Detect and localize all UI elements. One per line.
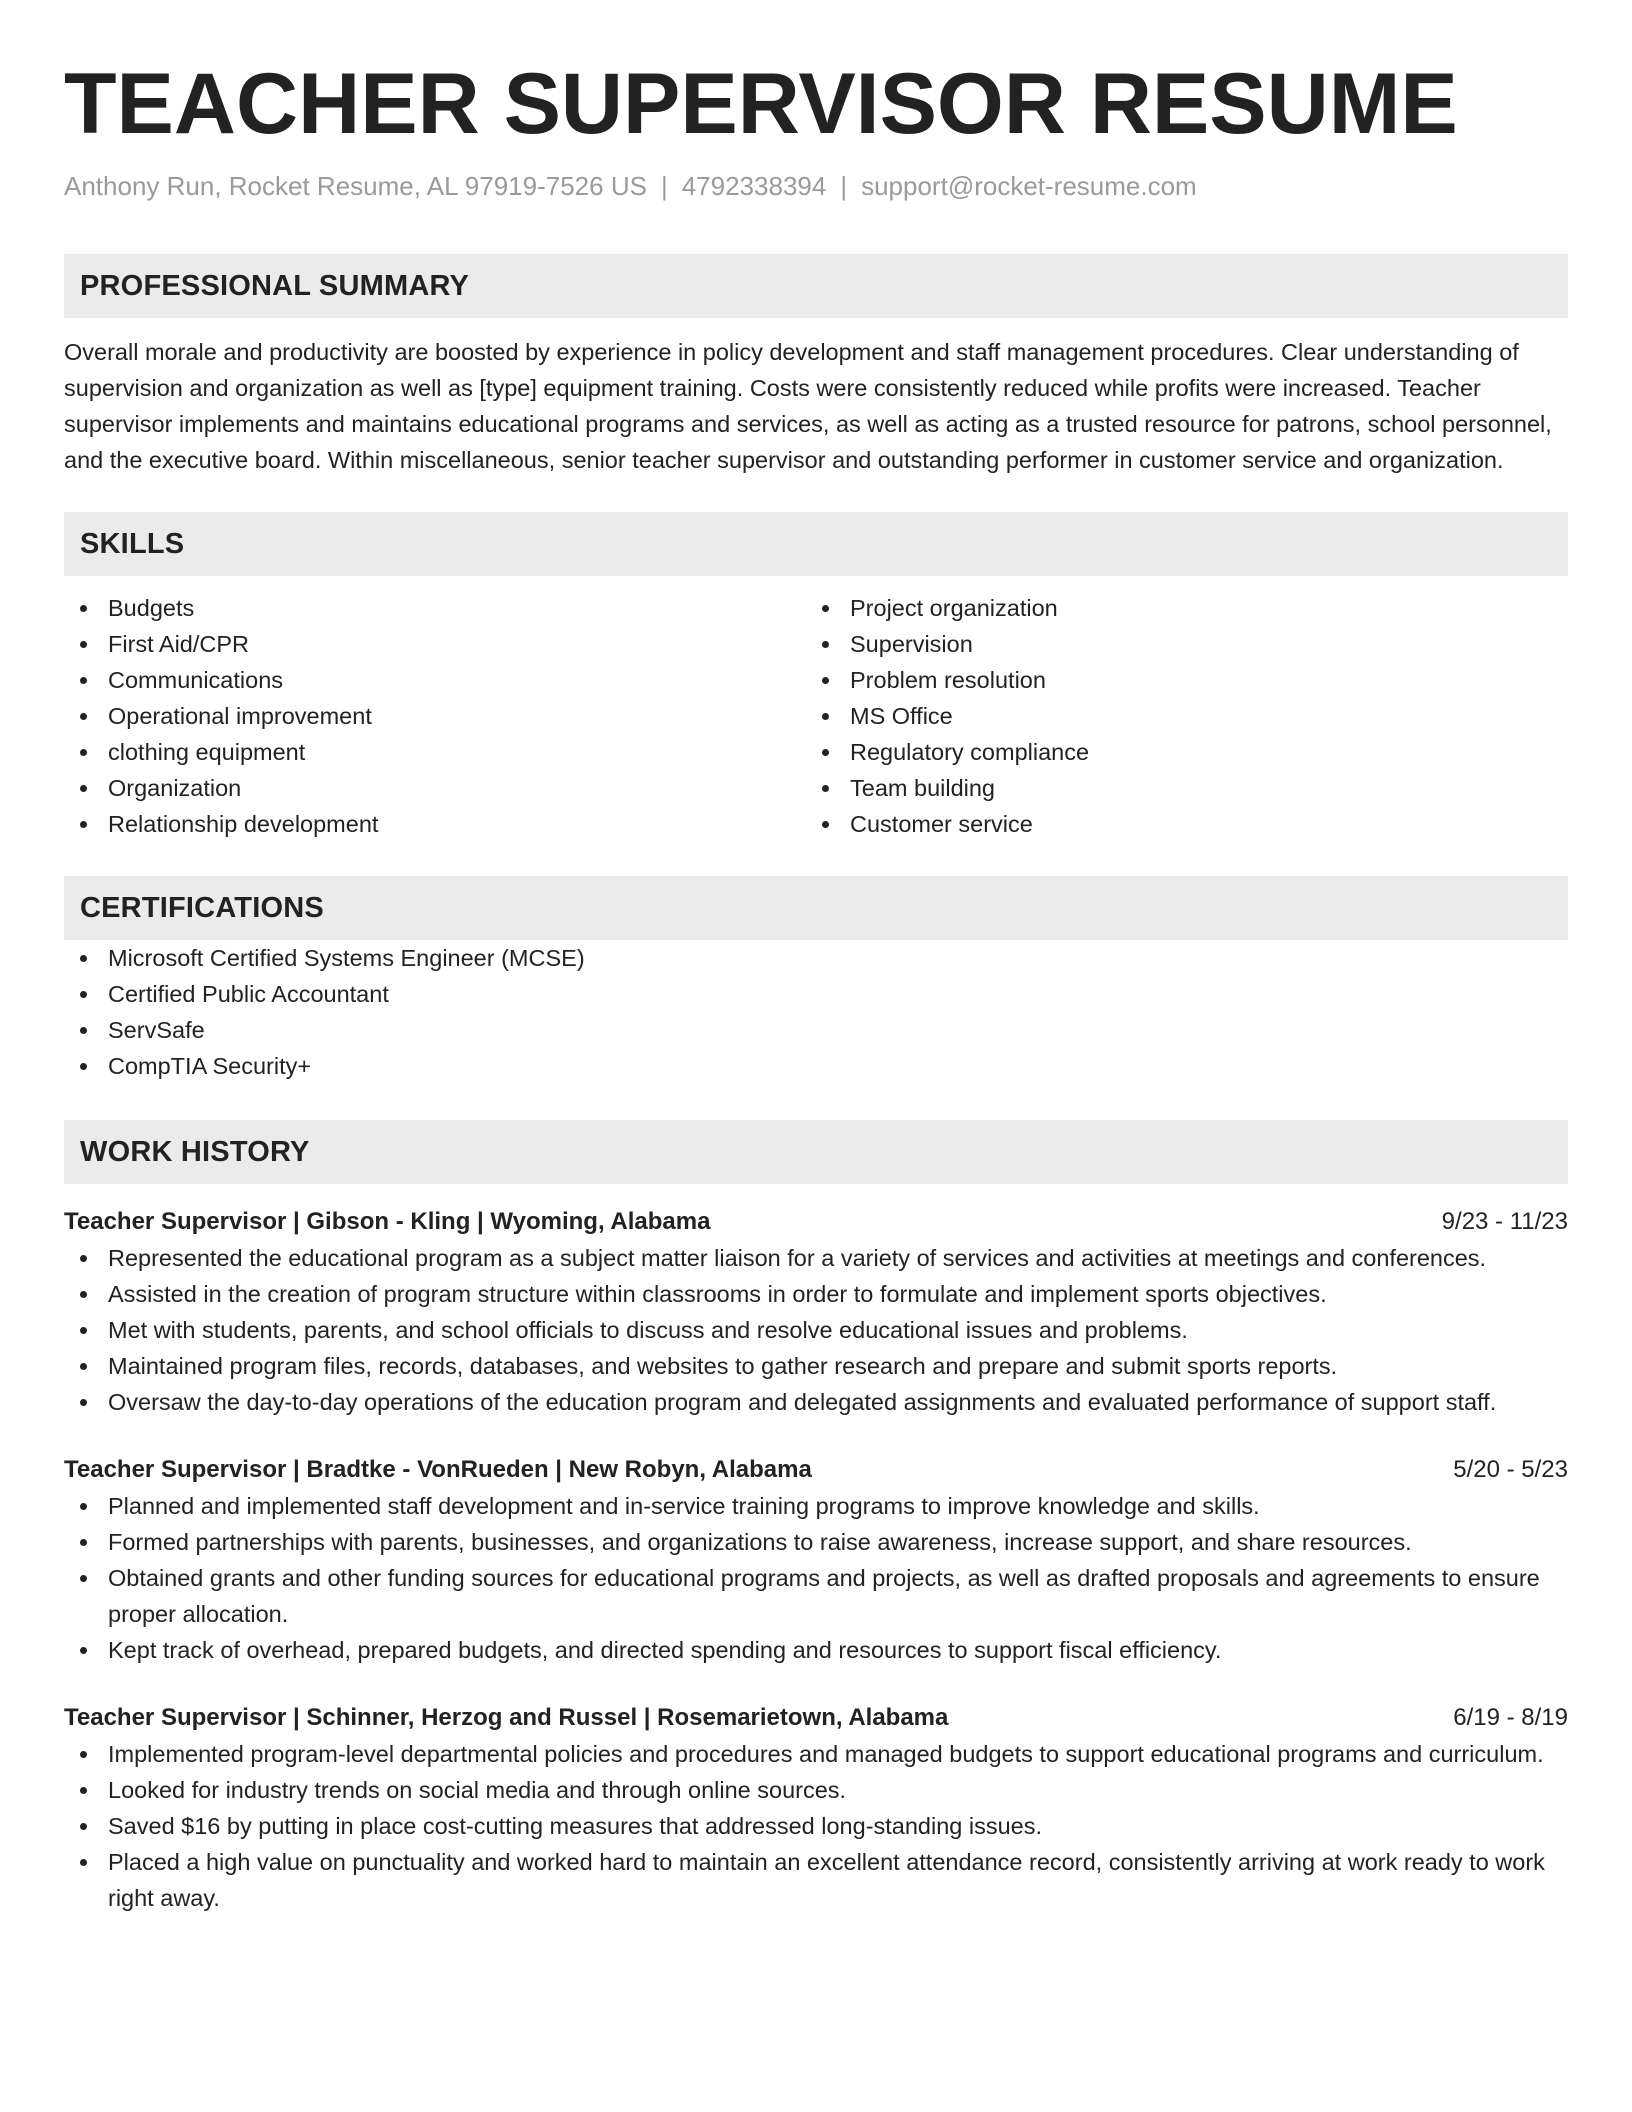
job-bullet-list xyxy=(64,1488,1568,1668)
skill-item: Problem resolution xyxy=(806,662,1548,698)
job-header xyxy=(64,1452,1568,1488)
contact-separator: | xyxy=(840,171,848,201)
job-bullet: Obtained grants and other funding sources for educational programs and projects, as well as drafted proposals and agreements to ensure proper allocation. xyxy=(64,1560,1568,1632)
job-bullet: Planned and implemented staff development and in-service training programs to improve knowledge and skills. xyxy=(64,1488,1568,1524)
job-bullet-list xyxy=(64,1240,1568,1420)
contact-address: Anthony Run, Rocket Resume, AL 97919-7526 US xyxy=(64,171,647,201)
skill-item: First Aid/CPR xyxy=(64,626,806,662)
certification-item: Certified Public Accountant xyxy=(64,976,1568,1012)
skills-column-right xyxy=(806,590,1548,842)
skills-heading: SKILLS xyxy=(64,512,1568,576)
skill-item: Communications xyxy=(64,662,806,698)
contact-phone: 4792338394 xyxy=(681,171,827,201)
job-entry xyxy=(64,1204,1568,1420)
job-bullet: Kept track of overhead, prepared budgets, and directed spending and resources to support fiscal efficiency. xyxy=(64,1632,1568,1668)
summary-text: Overall morale and productivity are boosted by experience in policy development and staff management procedures. Clear understanding of supervision and organization as well as [type] equipment training. Costs were consistently reduced while profits were increased. Teacher supervisor implements and maintains educational programs and services, as well as acting as a trusted resource for patrons, school personnel, and the executive board. Within miscellaneous, senior teacher supervisor and outstanding performer in customer service and organization. xyxy=(64,339,1552,473)
job-bullet-list xyxy=(64,1736,1568,1916)
summary-section xyxy=(64,254,1568,478)
job-dates: 5/20 - 5/23 xyxy=(1453,1456,1568,1483)
skill-item: Project organization xyxy=(806,590,1548,626)
job-entry xyxy=(64,1452,1568,1668)
job-bullet: Looked for industry trends on social media and through online sources. xyxy=(64,1772,1568,1808)
resume-page xyxy=(64,52,1568,1916)
job-bullet: Placed a high value on punctuality and worked hard to maintain an excellent attendance record, consistently arriving at work ready to work right away. xyxy=(64,1844,1568,1916)
skill-item: Regulatory compliance xyxy=(806,734,1548,770)
contact-separator: | xyxy=(660,171,668,201)
skill-item: Budgets xyxy=(64,590,806,626)
skill-item: Operational improvement xyxy=(64,698,806,734)
job-bullet: Oversaw the day-to-day operations of the education program and delegated assignments and evaluated performance of support staff. xyxy=(64,1384,1568,1420)
job-bullet: Met with students, parents, and school officials to discuss and resolve educational issues and problems. xyxy=(64,1312,1568,1348)
contact-line xyxy=(64,168,1568,204)
certifications-section xyxy=(64,876,1568,1084)
certification-item: CompTIA Security+ xyxy=(64,1048,1568,1084)
skills-list-left xyxy=(64,590,806,842)
skills-list-right xyxy=(806,590,1548,842)
certifications-heading: CERTIFICATIONS xyxy=(64,876,1568,940)
job-bullet: Maintained program files, records, databases, and websites to gather research and prepare and submit sports reports. xyxy=(64,1348,1568,1384)
certifications-list xyxy=(64,940,1568,1084)
job-entry xyxy=(64,1700,1568,1916)
resume-title: TEACHER SUPERVISOR RESUME xyxy=(64,56,1458,152)
job-bullet: Saved $16 by putting in place cost-cutting measures that addressed long-standing issues. xyxy=(64,1808,1568,1844)
job-header xyxy=(64,1700,1568,1736)
skills-section xyxy=(64,512,1568,842)
job-header xyxy=(64,1204,1568,1240)
job-title: Teacher Supervisor | Schinner, Herzog and Russel | Rosemarietown, Alabama xyxy=(64,1704,949,1731)
job-title: Teacher Supervisor | Bradtke - VonRueden | New Robyn, Alabama xyxy=(64,1456,812,1483)
skill-item: Supervision xyxy=(806,626,1548,662)
skill-item: Relationship development xyxy=(64,806,806,842)
skill-item: Organization xyxy=(64,770,806,806)
work-history-section xyxy=(64,1120,1568,1916)
skill-item: Customer service xyxy=(806,806,1548,842)
job-title: Teacher Supervisor | Gibson - Kling | Wyoming, Alabama xyxy=(64,1208,711,1235)
summary-heading: PROFESSIONAL SUMMARY xyxy=(64,254,1568,318)
job-dates: 9/23 - 11/23 xyxy=(1441,1208,1568,1235)
skills-column-left xyxy=(64,590,806,842)
work-history-heading: WORK HISTORY xyxy=(64,1120,1568,1184)
job-bullet: Formed partnerships with parents, businesses, and organizations to raise awareness, increase support, and share resources. xyxy=(64,1524,1568,1560)
job-bullet: Assisted in the creation of program structure within classrooms in order to formulate and implement sports objectives. xyxy=(64,1276,1568,1312)
certification-item: Microsoft Certified Systems Engineer (MCSE) xyxy=(64,940,1568,976)
skills-grid xyxy=(64,590,1568,842)
skill-item: clothing equipment xyxy=(64,734,806,770)
skill-item: MS Office xyxy=(806,698,1548,734)
certification-item: ServSafe xyxy=(64,1012,1568,1048)
contact-email: support@rocket-resume.com xyxy=(861,171,1197,201)
skill-item: Team building xyxy=(806,770,1548,806)
job-bullet: Implemented program-level departmental policies and procedures and managed budgets to support educational programs and curriculum. xyxy=(64,1736,1568,1772)
job-dates: 6/19 - 8/19 xyxy=(1453,1704,1568,1731)
job-bullet: Represented the educational program as a subject matter liaison for a variety of services and activities at meetings and conferences. xyxy=(64,1240,1568,1276)
